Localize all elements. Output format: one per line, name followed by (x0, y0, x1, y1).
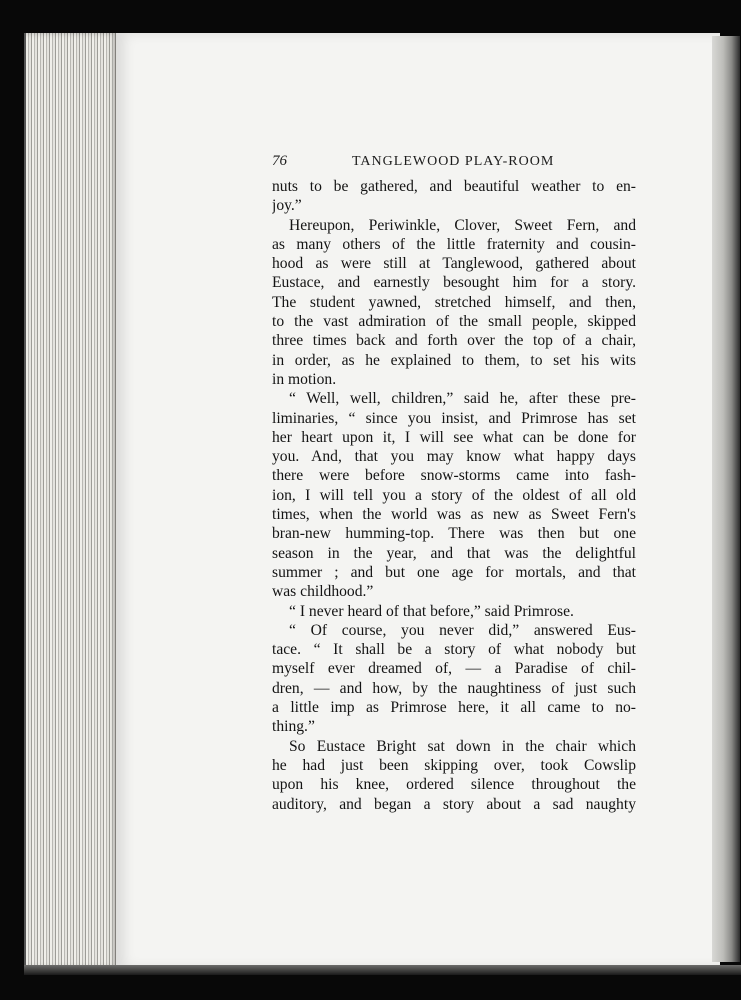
running-head (272, 153, 636, 175)
text-line: The student yawned, stretched himself, and then, (272, 293, 636, 311)
text-line: bran-new humming-top. There was then but one (272, 525, 636, 543)
text-line: a little imp as Primrose here, it all came to no- (272, 699, 636, 717)
text-line: “ Well, well, children,” said he, after these pre- (289, 390, 636, 408)
text-line: there were before snow-storms came into fash- (272, 467, 636, 485)
text-line: “ Of course, you never did,” answered Eus- (289, 621, 636, 639)
body-text (272, 177, 636, 814)
text-line: tace. “ It shall be a story of what nobody but (272, 641, 636, 659)
page-right-edge (712, 36, 740, 962)
page-number: 76 (272, 153, 287, 169)
text-line: hood as were still at Tanglewood, gathered about (272, 255, 636, 273)
text-line: you. And, that you may know what happy days (272, 448, 636, 466)
text-line: nuts to be gathered, and beautiful weather to en- (272, 178, 636, 195)
text-line: Eustace, and earnestly besought him for a story. (272, 274, 636, 292)
text-line: three times back and forth over the top of a chair, (272, 332, 636, 350)
text-line: her heart upon it, I will see what can be done for (272, 428, 636, 446)
text-line: thing.” (272, 718, 315, 736)
text-line: was childhood.” (272, 583, 374, 601)
text-line: ion, I will tell you a story of the oldest of all old (272, 486, 636, 504)
text-line: auditory, and began a story about a sad naughty (272, 795, 636, 813)
text-line: “ I never heard of that before,” said Primrose. (289, 602, 574, 620)
text-line: So Eustace Bright sat down in the chair which (289, 737, 636, 755)
book-bottom-shadow (24, 965, 741, 975)
text-line: times, when the world was as new as Sweet Fern's (272, 506, 636, 524)
running-head-title: TANGLEWOOD PLAY-ROOM (352, 154, 555, 169)
text-line: he had just been skipping over, took Cowslip (272, 756, 636, 774)
text-line: to the vast admiration of the small people, skipped (272, 313, 636, 331)
text-line: season in the year, and that was the delightful (272, 544, 636, 562)
text-line: dren, — and how, by the naughtiness of just such (272, 679, 636, 697)
text-line: joy.” (272, 197, 302, 215)
text-line: myself ever dreamed of, — a Paradise of chil- (272, 660, 636, 678)
text-line: in motion. (272, 370, 337, 388)
text-line: summer ; and but one age for mortals, and that (272, 563, 636, 581)
book-page-edges (24, 33, 118, 968)
text-line: as many others of the little fraternity and cousin- (272, 235, 636, 253)
text-line: liminaries, “ since you insist, and Primrose has set (272, 409, 636, 427)
text-line: Hereupon, Periwinkle, Clover, Sweet Fern, and (289, 216, 636, 234)
text-line: in order, as he explained to them, to set his wits (272, 351, 636, 369)
text-line: upon his knee, ordered silence throughout the (272, 776, 636, 794)
